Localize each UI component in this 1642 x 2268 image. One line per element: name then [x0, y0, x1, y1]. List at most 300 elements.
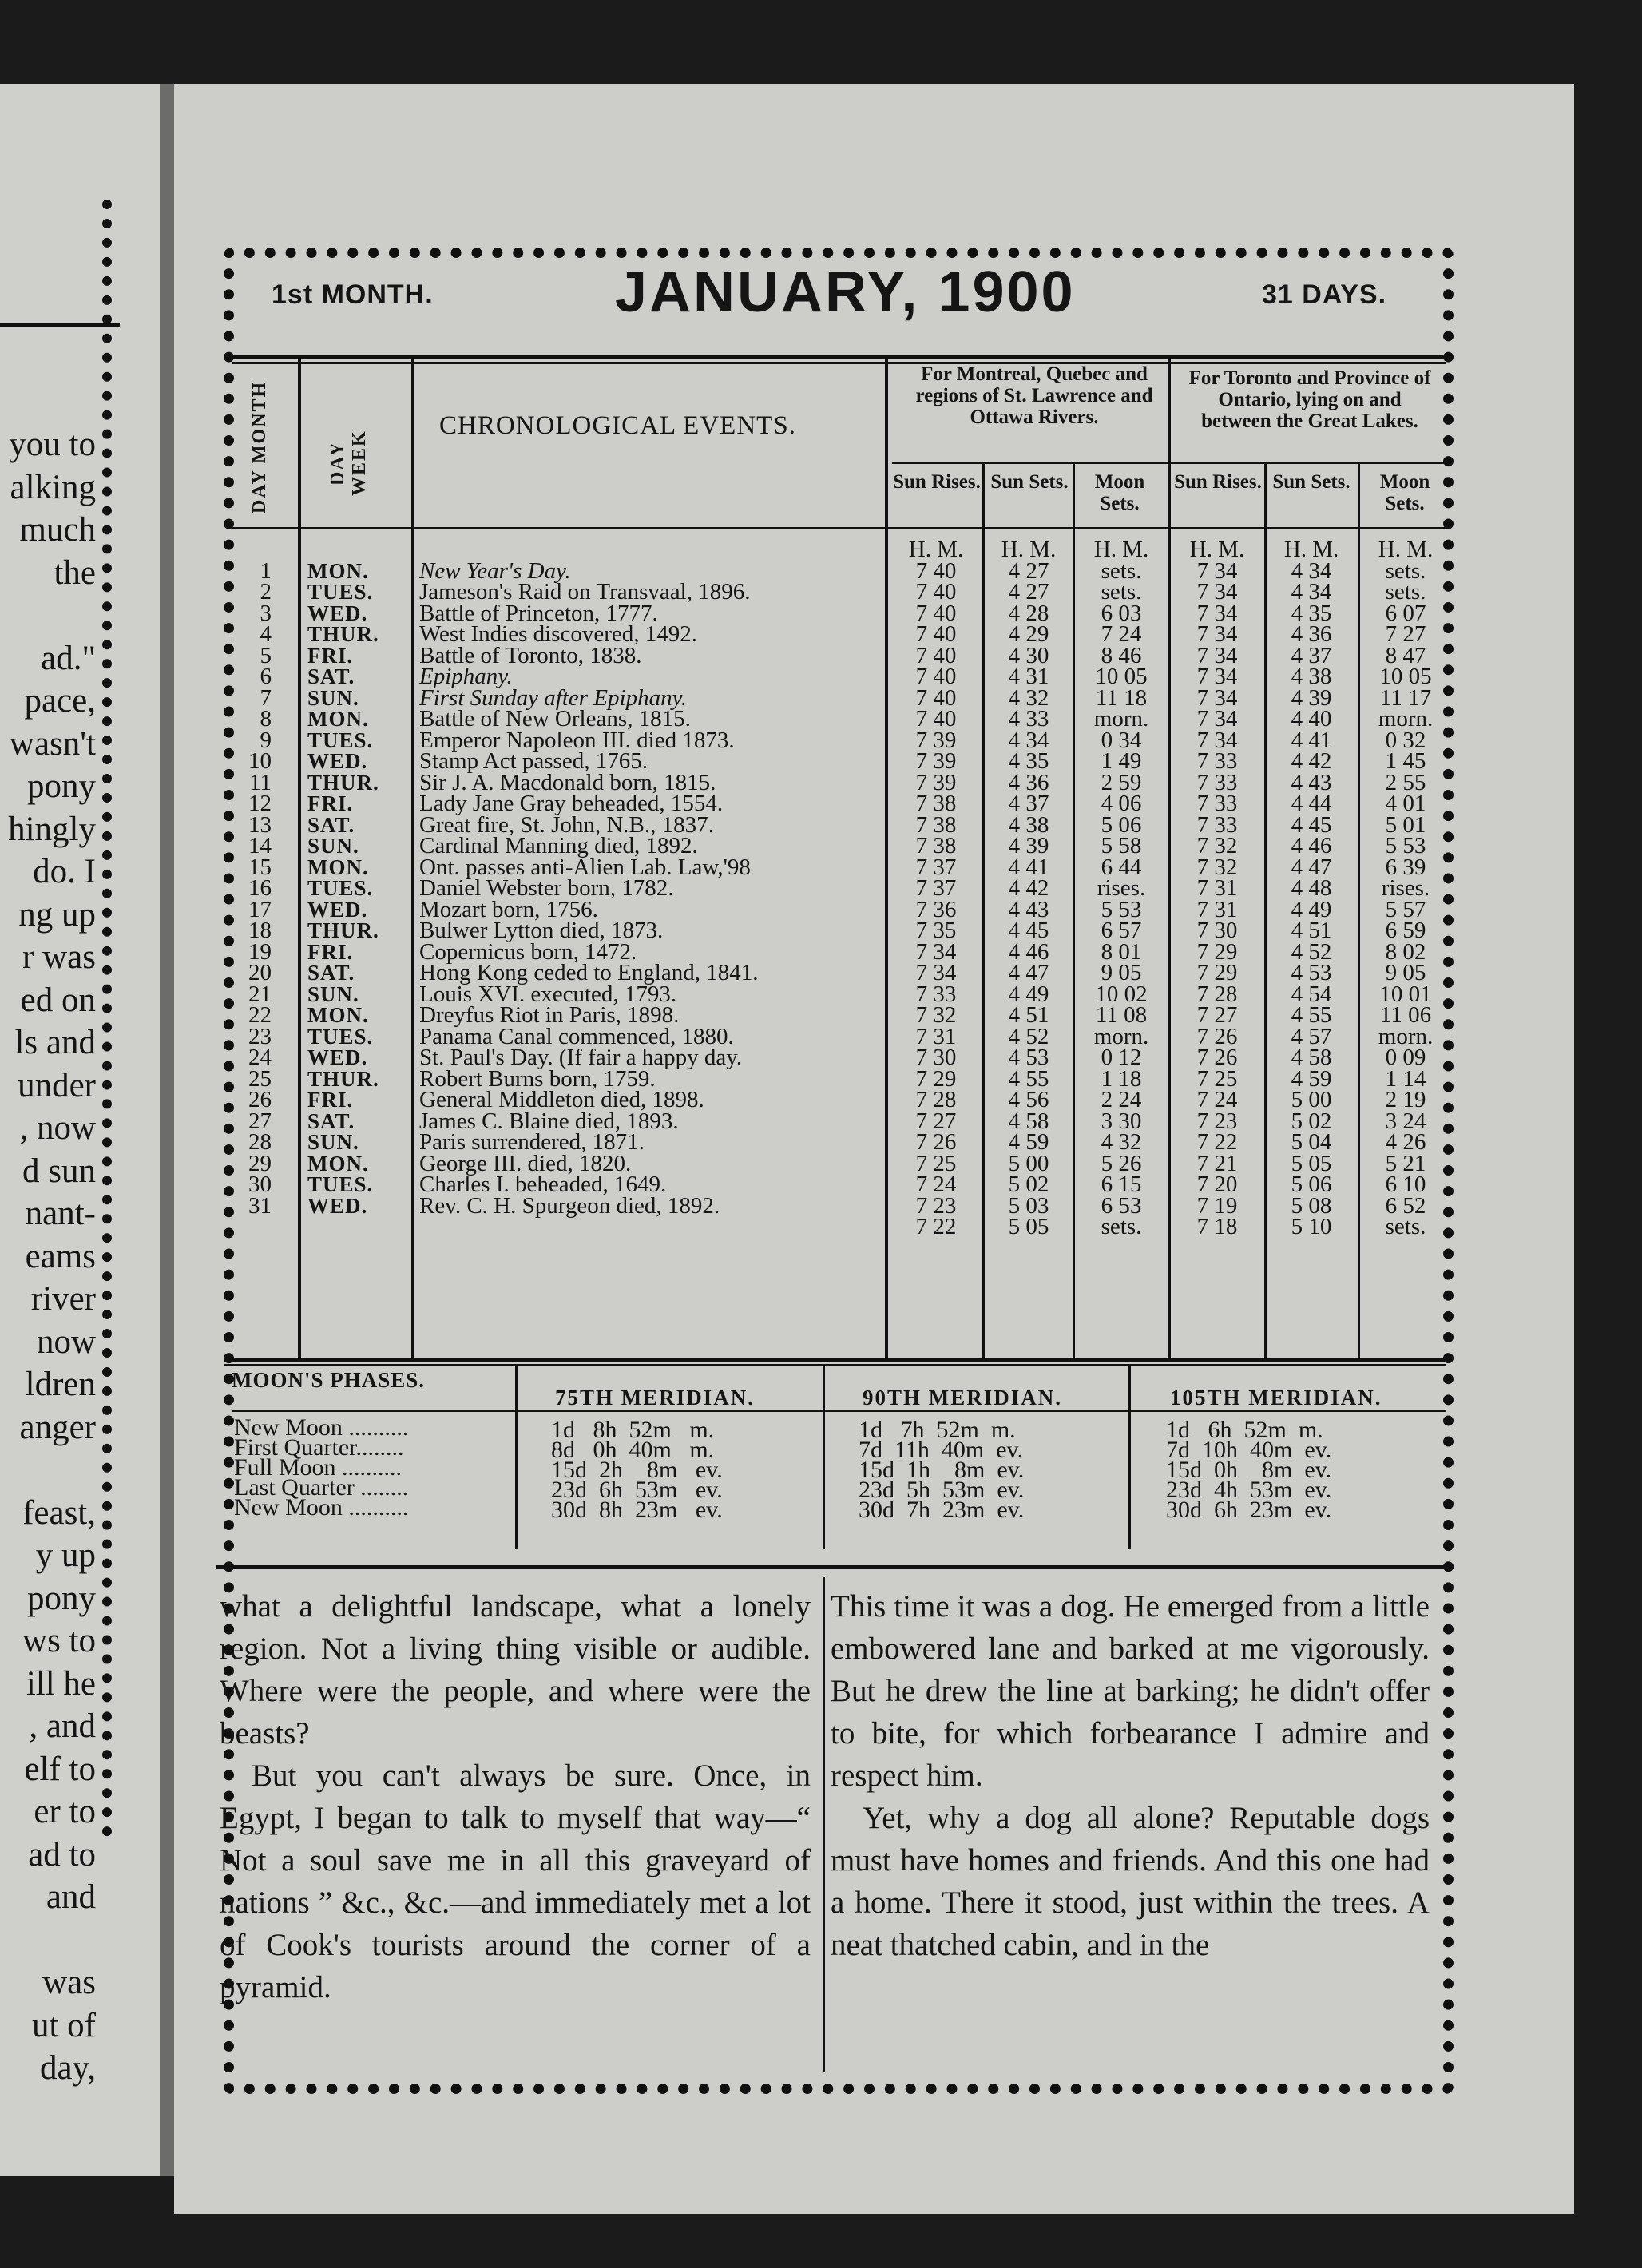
time-cell: 4 54	[1291, 981, 1332, 1007]
time-cell: 7 28	[915, 1087, 957, 1112]
left-page-line: ut of	[31, 2006, 96, 2044]
day-of-week: FRI.	[307, 643, 354, 668]
left-page-line: ws to	[22, 1622, 96, 1659]
prose-right-column	[831, 1585, 1430, 1966]
time-cell: 5 00	[1291, 1087, 1332, 1112]
left-page-line: nant-	[25, 1195, 96, 1232]
hm-label: H. M.	[1001, 537, 1057, 562]
day-of-week: FRI.	[307, 1088, 354, 1112]
page-title: JANUARY, 1900	[615, 260, 1076, 324]
left-page-line	[0, 1449, 96, 1492]
time-cell: 4 47	[1291, 854, 1332, 880]
sun-sets-header-east: Sun Sets.	[990, 471, 1069, 493]
time-cell: sets.	[1385, 557, 1426, 584]
time-cell: 7 26	[915, 1129, 957, 1155]
day-of-week: MON.	[307, 1151, 369, 1176]
day-of-month: 4	[260, 621, 272, 647]
time-cell: 5 00	[1008, 1150, 1049, 1176]
event-text: General Middleton died, 1898.	[419, 1087, 704, 1112]
time-cell: rises.	[1097, 875, 1146, 901]
hm-label: H. M.	[908, 537, 964, 562]
day-of-month: 13	[248, 811, 272, 838]
time-cell: 4 32	[1008, 684, 1049, 711]
meridian-75-times	[551, 1417, 723, 1523]
time-cell: 6 03	[1101, 600, 1142, 626]
time-cell: morn.	[1093, 706, 1149, 732]
row-spacer	[307, 539, 403, 561]
left-page-text	[0, 423, 96, 2090]
day-of-month: 21	[248, 981, 272, 1007]
time-cell: 7 34	[1196, 706, 1238, 732]
time-cell: 4 33	[1008, 706, 1049, 732]
left-page-line: , and	[29, 1707, 96, 1745]
time-cell: 4 39	[1291, 684, 1332, 711]
time-cell: 7 37	[915, 875, 957, 901]
time-cell: 4 36	[1008, 769, 1049, 795]
day-of-month: 20	[248, 960, 272, 985]
day-of-month: 12	[248, 791, 272, 816]
left-page-line: wasn't	[9, 724, 96, 763]
time-cell: 4 28	[1008, 600, 1049, 626]
day-of-month: 9	[260, 727, 272, 753]
time-cell: 7 29	[1196, 938, 1238, 965]
event-text: Great fire, St. John, N.B., 1837.	[419, 811, 714, 838]
hm-label: H. M.	[1093, 537, 1149, 562]
time-cell: sets.	[1385, 1214, 1426, 1239]
day-of-week-column	[307, 539, 403, 1238]
meridian-90-times	[859, 1417, 1025, 1523]
day-of-month: 30	[248, 1172, 272, 1197]
left-page-line: ill he	[26, 1664, 96, 1703]
phase-time: 1d 8h 52m m.	[551, 1417, 715, 1443]
event-text: First Sunday after Epiphany.	[419, 684, 688, 711]
day-of-week: SAT.	[307, 1108, 355, 1133]
time-cell: 7 33	[1196, 769, 1238, 795]
day-of-month-column	[232, 539, 272, 1238]
day-of-month: 14	[248, 833, 272, 858]
time-cell: 7 34	[1196, 600, 1238, 626]
time-cell: 4 55	[1291, 1002, 1332, 1028]
time-cell: 7 40	[915, 664, 957, 689]
time-cell: 7 31	[915, 1023, 957, 1049]
event-text: Rev. C. H. Spurgeon died, 1892.	[419, 1192, 720, 1219]
day-of-month	[232, 1216, 272, 1238]
day-of-week: SUN.	[307, 1130, 359, 1154]
time-cell: 6 59	[1385, 918, 1426, 943]
hm-label: H. M.	[1189, 537, 1245, 562]
event-text: New Year's Day.	[419, 557, 571, 584]
left-page-line: hingly	[8, 810, 96, 848]
time-cell: 7 40	[915, 621, 957, 647]
phase-time: 23d 6h 53m ev.	[551, 1477, 723, 1503]
time-cell: 4 46	[1291, 833, 1332, 858]
time-cell: 5 06	[1291, 1172, 1332, 1197]
left-page-line: d sun	[22, 1152, 96, 1190]
time-cell: 7 32	[1196, 854, 1238, 880]
day-of-week: TUES.	[307, 1172, 374, 1196]
time-cell: 0 09	[1385, 1045, 1426, 1070]
time-cell: 4 59	[1291, 1065, 1332, 1092]
time-cell: 11 18	[1095, 684, 1148, 711]
time-cell: 4 41	[1008, 854, 1049, 880]
day-of-week	[307, 1216, 403, 1238]
day-of-month: 16	[248, 875, 272, 901]
time-cell: 10 02	[1095, 981, 1148, 1007]
time-cell: 7 40	[915, 557, 957, 584]
day-of-week: TUES.	[307, 1024, 374, 1049]
event-text: Emperor Napoleon III. died 1873.	[419, 727, 735, 753]
event-text: Paris surrendered, 1871.	[419, 1129, 645, 1155]
time-cell: 10 05	[1379, 664, 1432, 689]
event-text: West Indies discovered, 1492.	[419, 621, 697, 647]
region-west-header: For Toronto and Province of Ontario, lying on and between the Great Lakes.	[1188, 367, 1431, 432]
day-of-month: 24	[248, 1045, 272, 1070]
phase-names-column	[234, 1414, 409, 1521]
time-cell: 0 34	[1101, 727, 1142, 753]
event-text: St. Paul's Day. (If fair a happy day.	[419, 1045, 743, 1070]
phase-time: 23d 5h 53m ev.	[859, 1477, 1025, 1503]
day-of-week: SUN.	[307, 685, 359, 710]
time-cell: 7 37	[915, 854, 957, 880]
time-cell: 4 42	[1008, 875, 1049, 901]
time-cell: sets.	[1385, 579, 1426, 605]
event-text: James C. Blaine died, 1893.	[419, 1108, 679, 1134]
time-cell: 7 34	[915, 960, 957, 985]
montreal-moon-sets-column	[1073, 539, 1169, 1238]
phase-time: 30d 6h 23m ev.	[1166, 1497, 1332, 1523]
phase-time: 15d 0h 8m ev.	[1166, 1457, 1332, 1483]
time-cell: 7 25	[1196, 1065, 1238, 1092]
time-cell: 6 44	[1101, 854, 1142, 880]
left-page-line: now	[36, 1322, 96, 1361]
time-cell: 4 43	[1291, 769, 1332, 795]
left-page-dotted-border	[102, 200, 129, 1837]
time-cell: 4 32	[1101, 1129, 1142, 1155]
left-page-line: pace,	[24, 682, 96, 720]
left-page-line: r was	[22, 938, 96, 976]
moon-sets-header-west: Moon Sets.	[1379, 471, 1430, 514]
time-cell: 7 29	[1196, 960, 1238, 985]
event-text: Stamp Act passed, 1765.	[419, 748, 648, 774]
time-cell: 5 02	[1008, 1172, 1049, 1197]
event-text: Charles I. beheaded, 1649.	[419, 1172, 667, 1197]
time-cell: 5 02	[1291, 1108, 1332, 1134]
time-cell: 2 19	[1385, 1087, 1426, 1112]
phase-time: 30d 7h 23m ev.	[859, 1497, 1025, 1523]
sun-rises-header-east: Sun Rises.	[893, 471, 981, 493]
day-of-month: 17	[248, 896, 272, 922]
time-cell: 5 26	[1101, 1150, 1142, 1176]
time-cell: 4 58	[1008, 1108, 1049, 1134]
left-page-line: the	[54, 553, 96, 592]
day-of-month: 15	[248, 854, 272, 880]
day-of-month: 7	[260, 684, 272, 711]
time-cell: 10 01	[1379, 981, 1432, 1007]
time-cell: 7 22	[915, 1214, 957, 1239]
time-cell: 5 08	[1291, 1192, 1332, 1219]
time-cell: 7 34	[1196, 579, 1238, 605]
time-cell: 4 53	[1008, 1045, 1049, 1070]
moon-sets-header-east: Moon Sets.	[1094, 471, 1145, 514]
day-of-week: MON.	[307, 1003, 369, 1027]
phase-time: 23d 4h 53m ev.	[1166, 1477, 1332, 1503]
left-page-line: ad."	[41, 639, 96, 677]
day-of-month: 5	[260, 642, 272, 668]
phase-name: Last Quarter ........	[234, 1474, 409, 1501]
time-cell: 7 24	[1101, 621, 1142, 647]
time-cell: 7 18	[1196, 1214, 1238, 1239]
day-of-month: 25	[248, 1065, 272, 1092]
time-cell: 4 45	[1291, 811, 1332, 838]
time-cell: rises.	[1381, 875, 1430, 901]
time-cell: 9 05	[1385, 960, 1426, 985]
row-spacer	[419, 539, 875, 561]
day-of-month: 19	[248, 938, 272, 965]
day-of-week: THUR.	[307, 918, 379, 942]
time-cell: 8 02	[1385, 938, 1426, 965]
time-cell: 4 39	[1008, 833, 1049, 858]
event-text: Mozart born, 1756.	[419, 896, 598, 922]
left-page-line: do. I	[33, 853, 96, 890]
montreal-sun-sets-column	[981, 539, 1077, 1238]
left-page-line: ldren	[25, 1366, 96, 1403]
toronto-sun-sets-column	[1263, 539, 1359, 1238]
time-cell: 4 52	[1008, 1023, 1049, 1049]
time-cell: 7 32	[915, 1002, 957, 1028]
day-of-month: 28	[248, 1129, 272, 1155]
time-cell: 4 06	[1101, 791, 1142, 816]
time-cell: 7 31	[1196, 896, 1238, 922]
day-of-month: 22	[248, 1002, 272, 1028]
time-cell: 7 38	[915, 811, 957, 838]
time-cell: 4 34	[1008, 727, 1049, 753]
meridian-105-times	[1166, 1417, 1332, 1523]
time-cell: 8 46	[1101, 642, 1142, 668]
event-text: George III. died, 1820.	[419, 1150, 632, 1176]
day-of-month: 1	[260, 557, 272, 584]
event-text: Louis XVI. executed, 1793.	[419, 981, 677, 1007]
time-cell: 4 59	[1008, 1129, 1049, 1155]
phase-time: 8d 0h 40m m.	[551, 1437, 715, 1463]
day-of-week: MON.	[307, 558, 369, 583]
event-text: Sir J. A. Macdonald born, 1815.	[419, 769, 716, 795]
time-cell: 7 21	[1196, 1150, 1238, 1176]
phase-time: 15d 1h 8m ev.	[859, 1457, 1025, 1483]
sun-rises-header-west: Sun Rises.	[1174, 471, 1262, 493]
time-cell: 4 51	[1291, 918, 1332, 943]
left-page-line: you to	[9, 426, 96, 463]
day-of-week: WED.	[307, 1045, 368, 1069]
time-cell: 7 31	[1196, 875, 1238, 901]
time-cell: 0 12	[1101, 1045, 1142, 1070]
day-of-month: 29	[248, 1150, 272, 1176]
left-page-line: much	[19, 511, 96, 549]
time-cell: 5 05	[1291, 1150, 1332, 1176]
day-of-month: 3	[260, 600, 272, 626]
day-of-week: SUN.	[307, 834, 359, 858]
phases-divider	[1128, 1366, 1131, 1549]
event-text: Panama Canal commenced, 1880.	[419, 1023, 734, 1049]
time-cell: 4 43	[1008, 896, 1049, 922]
time-cell: 7 33	[915, 981, 957, 1007]
time-cell: sets.	[1101, 557, 1142, 584]
event-text: Bulwer Lytton died, 1873.	[419, 918, 664, 943]
prose-top-rule	[216, 1565, 1454, 1569]
time-cell: 4 57	[1291, 1023, 1332, 1049]
time-cell: sets.	[1101, 1214, 1142, 1239]
event-text: Copernicus born, 1472.	[419, 938, 637, 965]
time-cell: 4 53	[1291, 960, 1332, 985]
prose-column-divider	[823, 1577, 825, 2072]
time-cell: 1 18	[1101, 1065, 1142, 1092]
time-cell: 5 58	[1101, 833, 1142, 858]
time-cell: 7 33	[1196, 748, 1238, 774]
time-cell: 4 55	[1008, 1065, 1049, 1092]
time-cell: 7 38	[915, 833, 957, 858]
day-of-month: 27	[248, 1108, 272, 1134]
day-of-week: THUR.	[307, 1066, 379, 1091]
time-cell: 4 49	[1291, 896, 1332, 922]
phase-time: 7d 10h 40m ev.	[1166, 1437, 1332, 1463]
time-cell: 2 24	[1101, 1087, 1142, 1112]
time-cell: 10 05	[1095, 664, 1148, 689]
time-cell: 7 19	[1196, 1192, 1238, 1219]
time-cell: 8 47	[1385, 642, 1426, 668]
left-page-line: eams	[25, 1237, 96, 1275]
phase-time: 1d 7h 52m m.	[859, 1417, 1016, 1443]
chronological-events-header: CHRONOLOGICAL EVENTS.	[439, 411, 796, 440]
prose-paragraph: what a delightful landscape, what a lonely region. Not a living thing visible or audible. Where were the people, and where were the beasts?	[220, 1589, 811, 1751]
phase-time: 15d 2h 8m ev.	[551, 1457, 723, 1483]
time-cell: 6 39	[1385, 854, 1426, 880]
meridian-75-title: 75TH MERIDIAN.	[555, 1386, 756, 1410]
time-cell: 4 30	[1008, 642, 1049, 668]
time-cell: 4 58	[1291, 1045, 1332, 1070]
hm-label: H. M.	[1283, 537, 1339, 562]
left-page-line: alking	[10, 468, 96, 506]
time-cell: 7 34	[1196, 642, 1238, 668]
day-of-week: MON.	[307, 707, 369, 731]
day-of-month: 23	[248, 1023, 272, 1049]
left-page-line: river	[30, 1280, 96, 1318]
phase-name: First Quarter........	[234, 1434, 404, 1461]
time-cell: 3 24	[1385, 1108, 1426, 1134]
toronto-sun-rises-column	[1169, 539, 1265, 1238]
time-cell: 5 05	[1008, 1214, 1049, 1239]
phase-time: 30d 8h 23m ev.	[551, 1497, 723, 1523]
day-of-week: WED.	[307, 1193, 368, 1218]
day-of-month: 8	[260, 706, 272, 732]
time-cell: 6 57	[1101, 918, 1142, 943]
meridian-105-title: 105TH MERIDIAN.	[1170, 1386, 1382, 1410]
phase-time: 7d 11h 40m ev.	[859, 1437, 1024, 1463]
event-text	[419, 1216, 875, 1238]
day-month-header: DAY MONTH	[249, 380, 270, 514]
time-cell: 1 49	[1101, 748, 1142, 774]
time-cell: 5 53	[1101, 896, 1142, 922]
event-text: Jameson's Raid on Transvaal, 1896.	[419, 579, 751, 605]
time-cell: 7 33	[1196, 811, 1238, 838]
event-text: Robert Burns born, 1759.	[419, 1065, 656, 1092]
time-cell: 4 49	[1008, 981, 1049, 1007]
time-cell: 7 40	[915, 642, 957, 668]
event-text: Ont. passes anti-Alien Lab. Law,'98	[419, 854, 751, 880]
time-cell: 7 25	[915, 1150, 957, 1176]
time-cell: 4 34	[1291, 557, 1332, 584]
event-text: Battle of Princeton, 1777.	[419, 600, 658, 626]
day-of-week: TUES.	[307, 580, 374, 604]
time-cell: 7 32	[1196, 833, 1238, 858]
time-cell: 7 34	[1196, 727, 1238, 753]
event-text: Dreyfus Riot in Paris, 1898.	[419, 1002, 680, 1028]
event-text: Daniel Webster born, 1782.	[419, 875, 674, 901]
day-of-week: SAT.	[307, 961, 355, 985]
time-cell: 7 39	[915, 727, 957, 753]
time-cell: 6 53	[1101, 1192, 1142, 1219]
column-divider	[298, 359, 301, 1358]
left-page-line: , now	[19, 1109, 96, 1147]
time-cell: 7 34	[1196, 621, 1238, 647]
phases-divider	[823, 1366, 825, 1549]
montreal-sun-rises-column	[888, 539, 984, 1238]
event-text: Lady Jane Gray beheaded, 1554.	[419, 791, 724, 816]
prose-left-column	[220, 1585, 811, 2008]
time-cell: 4 51	[1008, 1002, 1049, 1028]
time-cell: 7 34	[915, 938, 957, 965]
phase-name: New Moon ..........	[234, 1414, 409, 1441]
time-cell: morn.	[1378, 706, 1434, 732]
day-of-week: WED.	[307, 749, 368, 773]
left-page-line: and	[46, 1878, 96, 1916]
time-cell: 6 07	[1385, 600, 1426, 626]
time-cell: 4 35	[1008, 748, 1049, 774]
time-cell: 4 46	[1008, 938, 1049, 965]
event-text: Hong Kong ceded to England, 1841.	[419, 960, 759, 985]
left-page-line: under	[18, 1066, 96, 1104]
event-text: Battle of Toronto, 1838.	[419, 642, 642, 668]
time-cell: 7 26	[1196, 1045, 1238, 1070]
time-cell: 4 42	[1291, 748, 1332, 774]
day-of-week: THUR.	[307, 770, 379, 795]
prose-paragraph: But you can't always be sure. Once, in Egypt, I began to talk to myself that way—“ Not a soul save me in all this graveyard of nations ” &c., &c.—and immediately met a lot of Cook's tourists around the corner of a pyramid.	[220, 1758, 811, 2004]
day-week-header: DAY WEEK	[327, 430, 370, 497]
phase-name: New Moon ..........	[234, 1494, 409, 1521]
time-cell: 5 04	[1291, 1129, 1332, 1155]
left-page-line: day,	[39, 2049, 96, 2087]
time-cell: 4 38	[1008, 811, 1049, 838]
time-cell: 5 03	[1008, 1192, 1049, 1219]
day-of-month: 26	[248, 1087, 272, 1112]
left-page-line: pony	[27, 767, 96, 805]
phase-name: Full Moon ..........	[234, 1454, 403, 1481]
time-cell: 0 32	[1385, 727, 1426, 753]
day-of-week: TUES.	[307, 876, 374, 900]
time-cell: 8 01	[1101, 938, 1142, 965]
time-cell: 7 20	[1196, 1172, 1238, 1197]
time-cell: 11 17	[1379, 684, 1432, 711]
day-of-week: SAT.	[307, 664, 355, 688]
left-page-line: ls and	[14, 1024, 96, 1061]
day-of-month: 11	[249, 769, 272, 795]
time-cell: 7 40	[915, 600, 957, 626]
time-cell: 7 27	[915, 1108, 957, 1134]
prose-paragraph: Yet, why a dog all alone? Reputable dogs must have homes and friends. And this one had a home. There it stood, just within the trees. A neat thatched cabin, and in the	[831, 1801, 1430, 1962]
time-cell: 7 23	[915, 1192, 957, 1219]
time-cell: 9 05	[1101, 960, 1142, 985]
day-of-week: WED.	[307, 601, 368, 625]
phases-divider	[515, 1366, 518, 1549]
time-cell: 2 55	[1385, 769, 1426, 795]
